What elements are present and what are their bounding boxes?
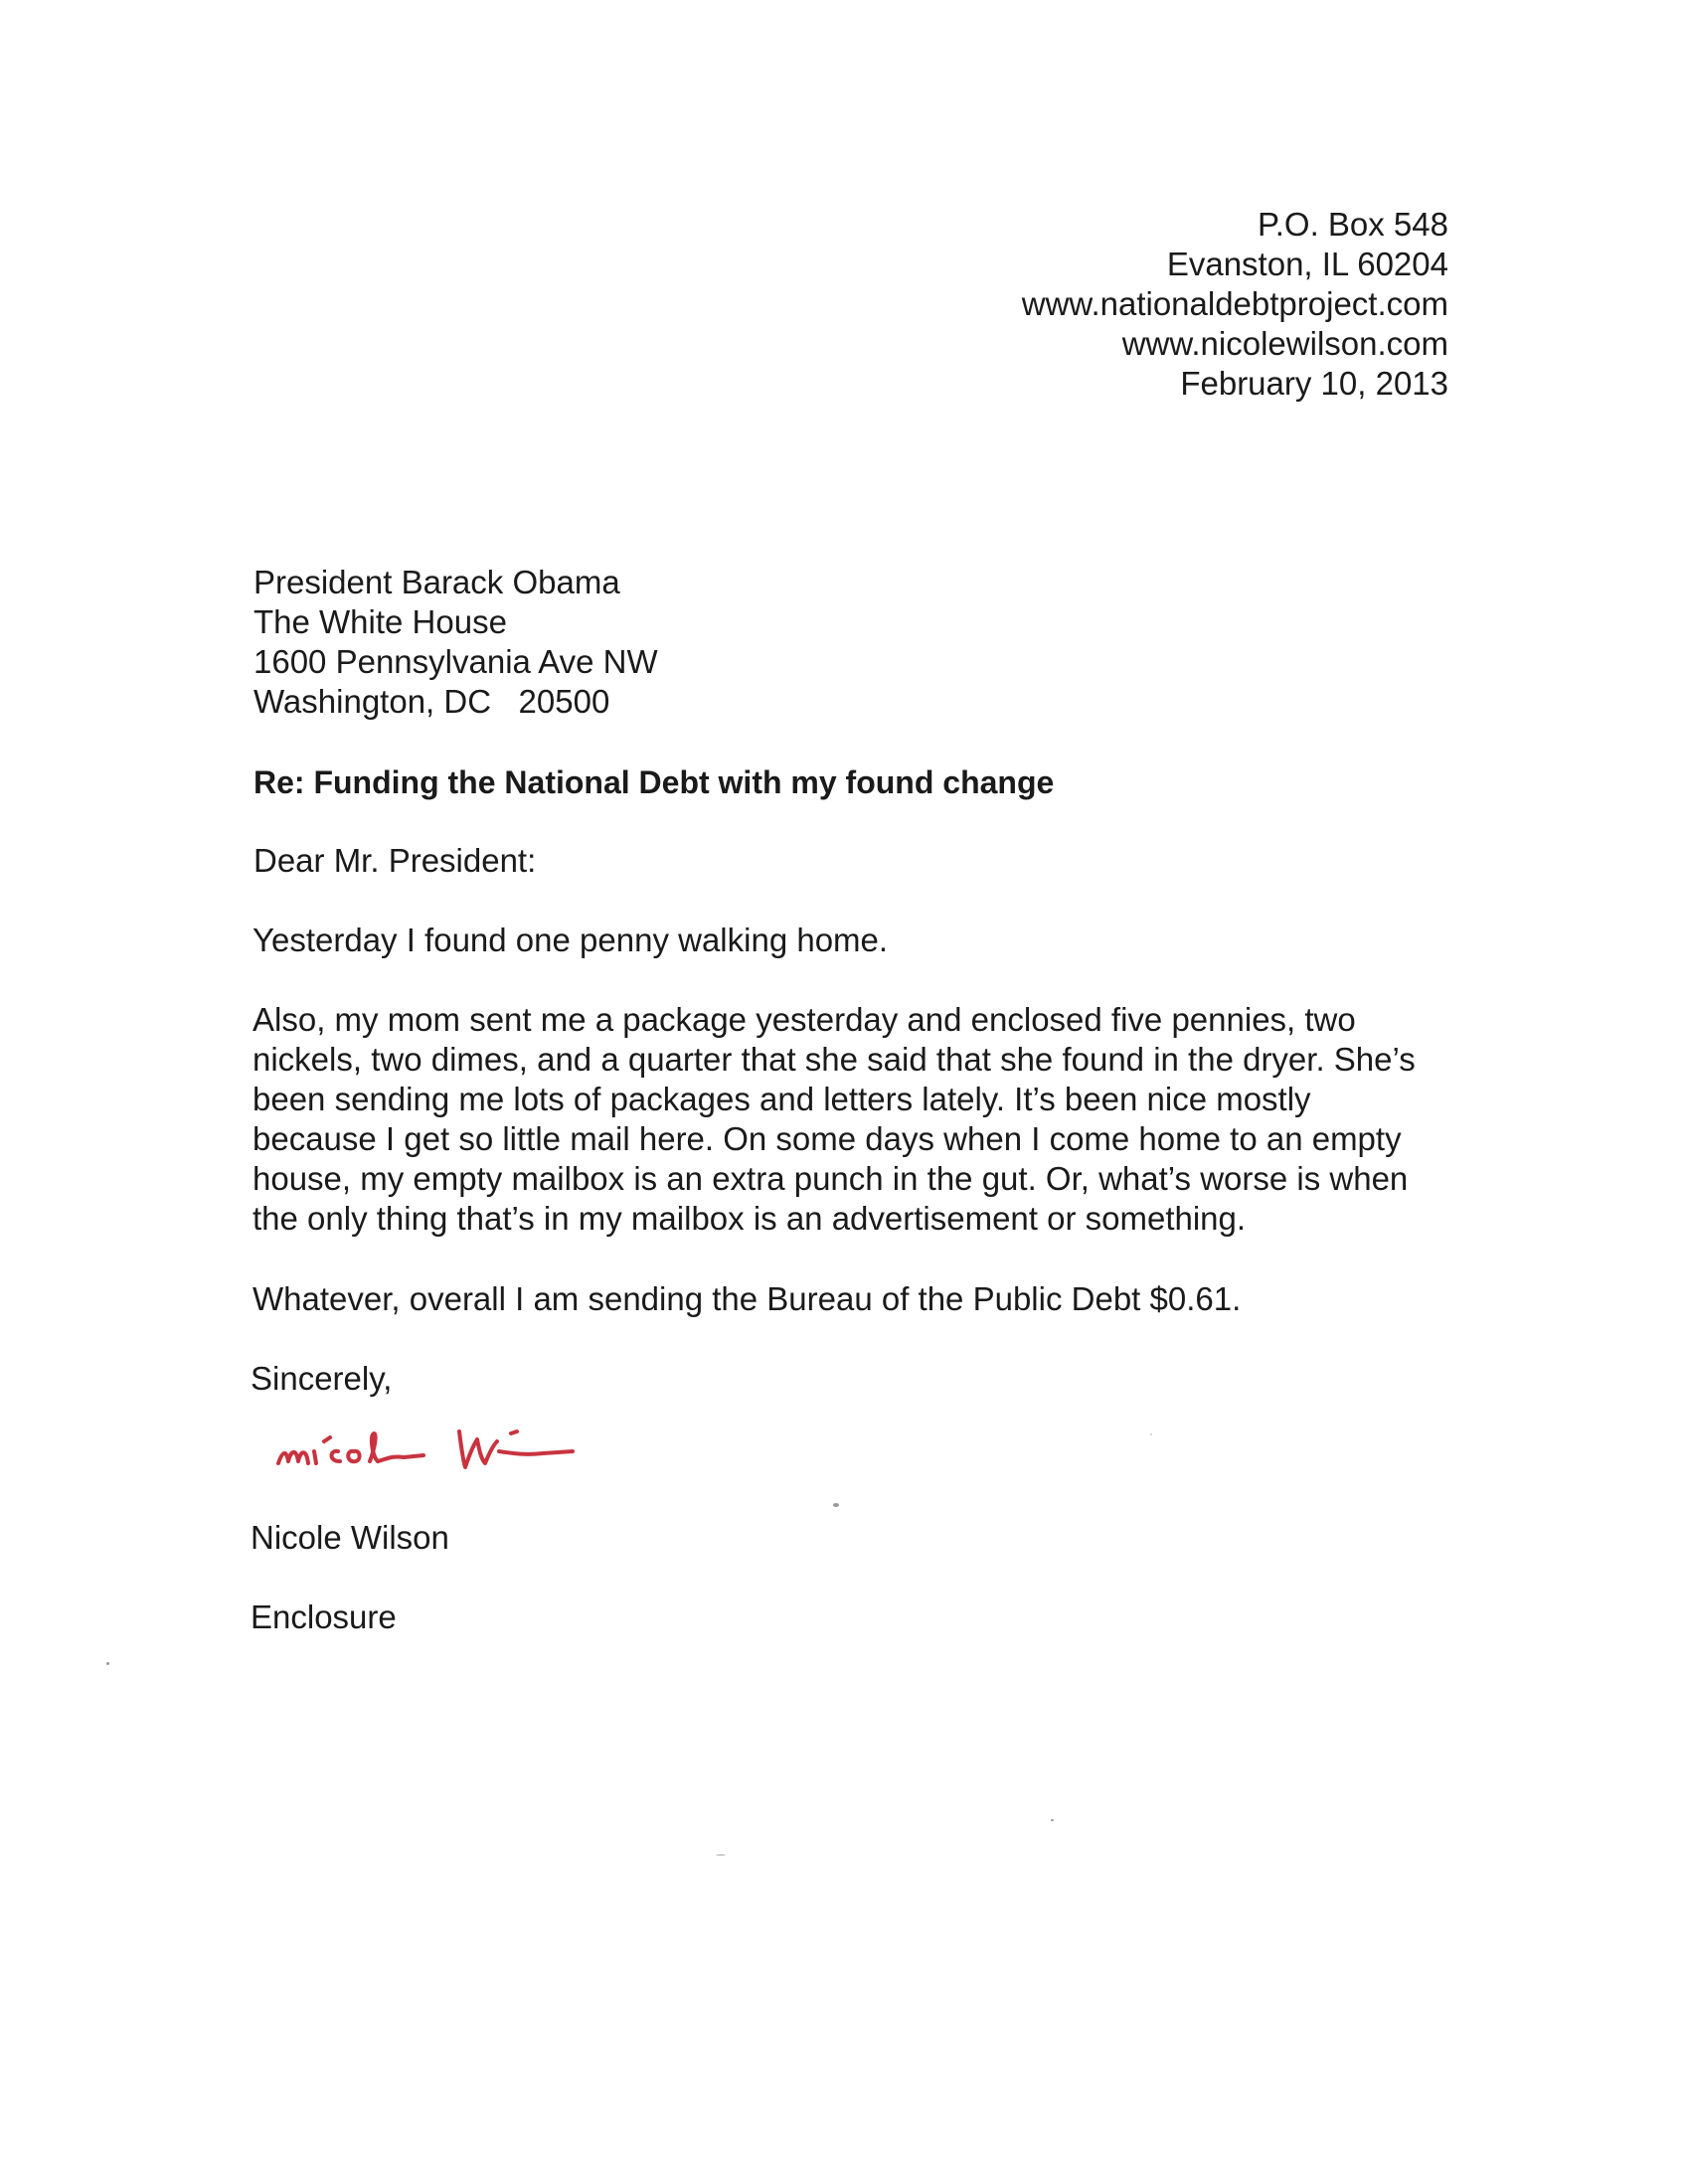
sender-website-2: www.nicolewilson.com [1121, 325, 1448, 362]
scan-speck [833, 1503, 839, 1507]
salutation: Dear Mr. President: [253, 842, 537, 879]
body-paragraph-2 [253, 1000, 1416, 1239]
paragraph-line: because I get so little mail here. On some days when I come home to an empty [253, 1120, 1402, 1157]
paragraph-line: been sending me lots of packages and letters lately. It’s been nice mostly [253, 1081, 1311, 1117]
enclosure-note: Enclosure [251, 1598, 397, 1635]
scan-speck [1051, 1819, 1054, 1821]
recipient-street: 1600 Pennsylvania Ave NW [253, 643, 658, 680]
recipient-name: President Barack Obama [253, 564, 620, 600]
scan-speck [106, 1662, 109, 1665]
body-paragraph-3: Whatever, overall I am sending the Bureau of the Public Debt $0.61. [253, 1280, 1242, 1317]
signer-name: Nicole Wilson [251, 1519, 449, 1556]
recipient-city: Washington, DC 20500 [253, 683, 610, 720]
sender-address-line1: P.O. Box 548 [1257, 206, 1448, 243]
body-paragraph-1: Yesterday I found one penny walking home. [253, 922, 889, 958]
scan-speck [1150, 1433, 1152, 1435]
paragraph-line: the only thing that’s in my mailbox is an advertisement or something. [253, 1200, 1247, 1237]
recipient-org: The White House [253, 603, 507, 640]
scan-speck [716, 1854, 726, 1856]
letter-date: February 10, 2013 [1180, 365, 1448, 402]
subject-line: Re: Funding the National Debt with my found change [253, 764, 1055, 800]
sender-website-1: www.nationaldebtproject.com [1021, 285, 1448, 322]
recipient-block [253, 563, 658, 722]
sender-block [1022, 205, 1448, 404]
paragraph-line: Also, my mom sent me a package yesterday and enclosed five pennies, two [253, 1001, 1356, 1038]
sender-address-line2: Evanston, IL 60204 [1166, 246, 1448, 282]
closing: Sincerely, [251, 1360, 393, 1397]
paragraph-line: nickels, two dimes, and a quarter that she said that she found in the dryer. She’s [253, 1041, 1416, 1078]
handwritten-signature [274, 1412, 632, 1491]
paragraph-line: house, my empty mailbox is an extra punch in the gut. Or, what’s worse is when [253, 1160, 1409, 1197]
